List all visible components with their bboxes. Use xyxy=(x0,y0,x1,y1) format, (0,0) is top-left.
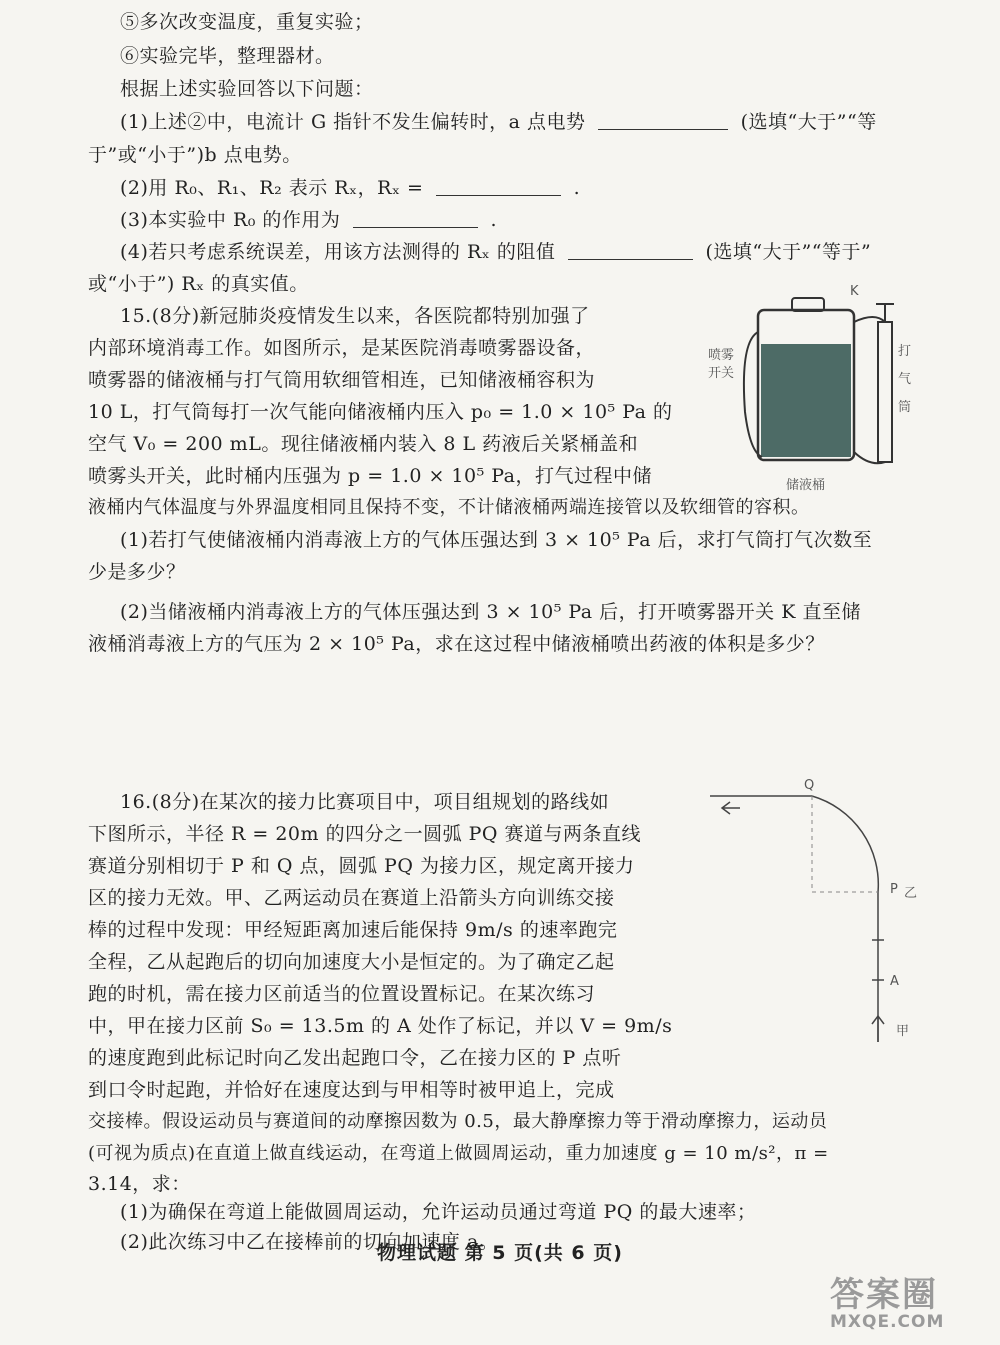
text-line: 的速度跑到此标记时向乙发出起跑口令，乙在接力区的 P 点听 xyxy=(88,1047,622,1069)
text-line: 赛道分别相切于 P 和 Q 点，圆弧 PQ 为接力区，规定离开接力 xyxy=(88,855,635,877)
text-line: 3.14，求： xyxy=(88,1173,191,1195)
text-line xyxy=(120,208,497,232)
text-line: (1)若打气使储液桶内消毒液上方的气体压强达到 3 × 10⁵ Pa 后，求打气筒打气次数至 xyxy=(120,529,873,551)
label-k: K xyxy=(850,284,859,299)
text-line xyxy=(120,176,580,200)
question-text: (4)若只考虑系统误差，用该方法测得的 Rₓ 的阻值 xyxy=(120,241,556,263)
label-a: A xyxy=(890,974,899,989)
track-figure xyxy=(700,780,940,1050)
text-line: 喷雾器的储液桶与打气筒用软细管相连，已知储液桶容积为 xyxy=(88,369,596,391)
text-line: 交接棒。假设运动员与赛道间的动摩擦因数为 0.5，最大静摩擦力等于滑动摩擦力，运动员 xyxy=(88,1111,828,1132)
text-line: (2)当储液桶内消毒液上方的气体压强达到 3 × 10⁵ Pa 后，打开喷雾器开关 K 直至储 xyxy=(120,601,861,623)
text-line: 液桶内气体温度与外界温度相同且保持不变，不计储液桶两端连接管以及软细管的容积。 xyxy=(88,497,810,518)
text-line: 内部环境消毒工作。如图所示，是某医院消毒喷雾器设备， xyxy=(88,337,596,359)
question-text: (1)上述②中，电流计 G 指针不发生偏转时，a 点电势 xyxy=(120,111,586,133)
question-text: (3)本实验中 R₀ 的作用为 xyxy=(120,209,341,231)
answer-blank[interactable] xyxy=(568,241,693,260)
question-text: (选填“大于”“等 xyxy=(740,111,877,133)
label-jia: 甲 xyxy=(896,1024,910,1039)
text-line: 棒的过程中发现：甲经短距离加速后能保持 9m/s 的速率跑完 xyxy=(88,919,618,941)
watermark-url: MXQE.COM xyxy=(830,1312,945,1332)
label-pump: 气 xyxy=(898,372,912,387)
question-text: (选填“大于”“等于” xyxy=(705,241,872,263)
label-spray: 喷雾 xyxy=(708,348,735,363)
label-pump: 筒 xyxy=(898,400,912,415)
site-watermark-logo xyxy=(830,1267,980,1332)
text-line: ⑤多次改变温度，重复实验； xyxy=(120,11,374,33)
text-line: (2)此次练习中乙在接棒前的切向加速度 a。 xyxy=(120,1231,499,1253)
text-line: (可视为质点)在直道上做直线运动，在弯道上做圆周运动，重力加速度 g = 10 m/s²，π = xyxy=(88,1143,829,1164)
watermark-text: 答案圈 xyxy=(830,1275,938,1315)
text-line: 区的接力无效。甲、乙两运动员在赛道上沿箭头方向训练交接 xyxy=(88,887,615,909)
label-pump: 打 xyxy=(898,344,912,359)
label-yi: 乙 xyxy=(904,886,918,901)
text-line: 15.(8分)新冠肺炎疫情发生以来，各医院都特别加强了 xyxy=(120,305,590,327)
question-text: (2)用 R₀、R₁、R₂ 表示 Rₓ，Rₓ = xyxy=(120,177,424,199)
text-line: 跑的时机，需在接力区前适当的位置设置标记。在某次练习 xyxy=(88,983,596,1005)
text-line: ⑥实验完毕，整理器材。 xyxy=(120,45,335,67)
answer-blank[interactable] xyxy=(353,209,478,228)
text-line xyxy=(120,240,871,264)
text-line: 全程，乙从起跑后的切向加速度大小是恒定的。为了确定乙起 xyxy=(88,951,615,973)
period: . xyxy=(490,209,498,231)
answer-blank[interactable] xyxy=(598,111,728,130)
text-line: 16.(8分)在某次的接力比赛项目中，项目组规划的路线如 xyxy=(120,791,610,813)
sprayer-figure xyxy=(700,282,915,502)
track-diagram xyxy=(700,780,940,1050)
text-line xyxy=(120,110,877,134)
page-footer: 物理试题 第 5 页(共 6 页) xyxy=(377,1242,623,1264)
text-line: (1)为确保在弯道上能做圆周运动，允许运动员通过弯道 PQ 的最大速率； xyxy=(120,1201,757,1223)
text-line: 下图所示，半径 R = 20m 的四分之一圆弧 PQ 赛道与两条直线 xyxy=(88,823,642,845)
text-line: 中，甲在接力区前 S₀ = 13.5m 的 A 处作了标记，并以 V = 9m/s xyxy=(88,1015,673,1037)
answer-blank[interactable] xyxy=(436,177,561,196)
text-line: 液桶消毒液上方的气压为 2 × 10⁵ Pa，求在这过程中储液桶喷出药液的体积是多少？ xyxy=(88,633,825,655)
text-line: 少是多少？ xyxy=(88,561,186,583)
period: . xyxy=(573,177,581,199)
label-switch: 开关 xyxy=(708,366,735,381)
text-line: 于”或“小于”)b 点电势。 xyxy=(88,144,302,166)
text-line: 到口令时起跑，并恰好在速度达到与甲相等时被甲追上，完成 xyxy=(88,1079,615,1101)
sprayer-diagram xyxy=(700,282,915,502)
text-line: 根据上述实验回答以下问题： xyxy=(120,78,374,100)
label-q: Q xyxy=(804,778,815,793)
label-p: P xyxy=(890,882,898,897)
text-line: 空气 V₀ = 200 mL。现往储液桶内装入 8 L 药液后关紧桶盖和 xyxy=(88,433,639,455)
label-tank: 储液桶 xyxy=(786,478,826,493)
text-line: 喷雾头开关，此时桶内压强为 p = 1.0 × 10⁵ Pa，打气过程中储 xyxy=(88,465,653,487)
text-line: 或“小于”) Rₓ 的真实值。 xyxy=(88,273,309,295)
text-line: 10 L，打气筒每打一次气能向储液桶内压入 p₀ = 1.0 × 10⁵ Pa 的 xyxy=(88,401,673,423)
